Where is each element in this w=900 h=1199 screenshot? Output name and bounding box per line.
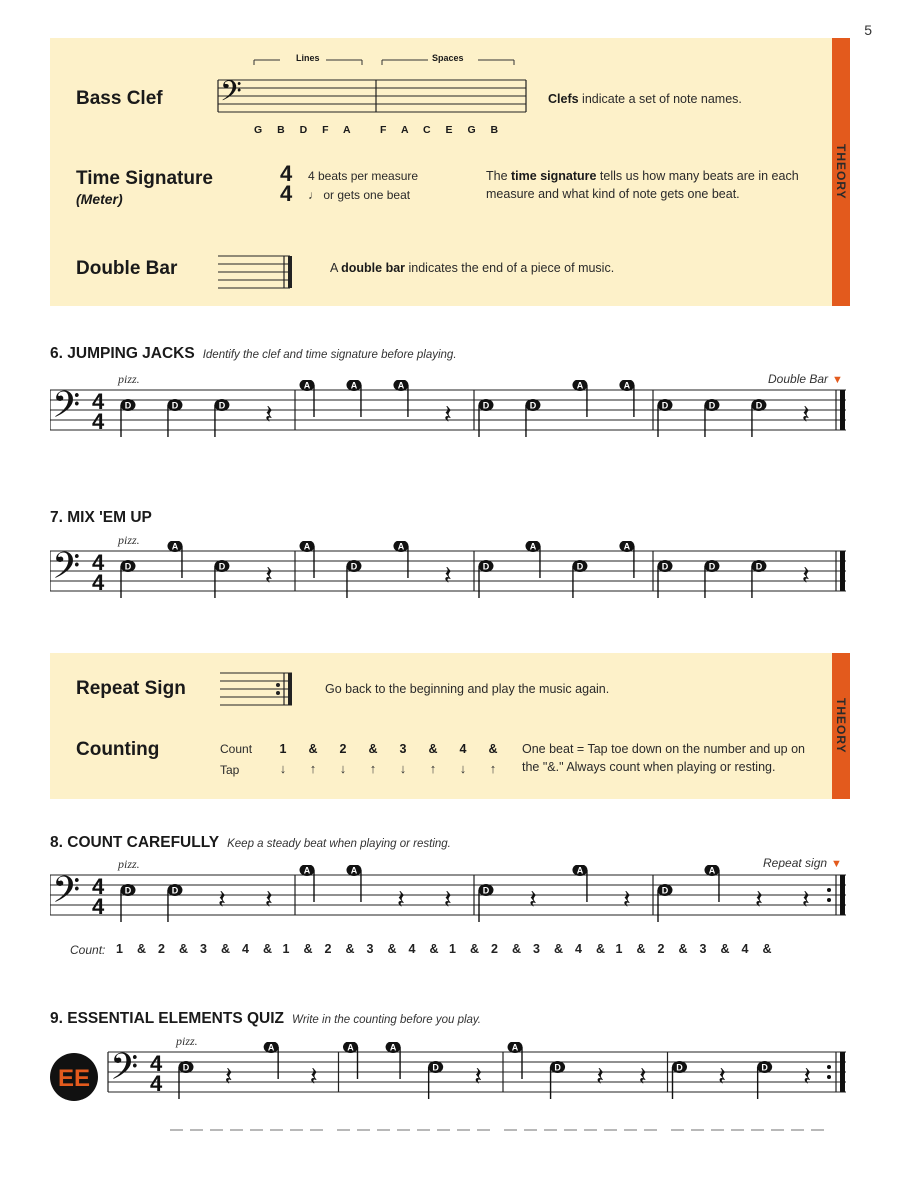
count-token: & [554, 942, 564, 956]
svg-text:D: D [124, 561, 132, 572]
note-d [479, 399, 494, 437]
count-token: 1 [449, 942, 456, 956]
time-signature-bottom: 4 [150, 1071, 163, 1096]
svg-text:D: D [576, 561, 584, 572]
note-d [121, 399, 136, 437]
quarter-rest: 𝄽 [638, 1062, 647, 1092]
count-token: 4 [575, 942, 582, 956]
quarter-rest: 𝄽 [443, 885, 452, 915]
note-d [658, 884, 673, 922]
quarter-rest: 𝄽 [443, 400, 452, 430]
count-token: & [762, 942, 772, 956]
count-token: & [512, 942, 522, 956]
note-a [508, 1042, 523, 1079]
note-a [346, 380, 361, 417]
note-a [572, 865, 587, 902]
exercise-6-staff [50, 380, 850, 470]
svg-text:A: A [347, 1042, 354, 1053]
count-token: 2 [158, 942, 165, 956]
time-signature-subheading: (Meter) [76, 191, 123, 207]
svg-text:A: A [350, 865, 358, 876]
note-a [619, 541, 634, 578]
note-d [167, 399, 182, 437]
svg-text:A: A [576, 865, 584, 876]
count-token: 1 [615, 942, 623, 956]
note-a [300, 865, 315, 902]
time-signature-beats-text: 4 beats per measure [308, 169, 419, 183]
svg-text:𝄢: 𝄢 [220, 75, 242, 115]
note-d [672, 1061, 687, 1099]
count-token: & [137, 942, 147, 956]
svg-text:D: D [554, 1062, 561, 1073]
quarter-rest: 𝄽 [803, 1062, 812, 1092]
svg-text:D: D [218, 400, 226, 411]
time-signature-bottom: 4 [92, 570, 105, 595]
exercise-6-title: 6. JUMPING JACKS Identify the clef and time signature before playing. [50, 345, 457, 362]
note-d [525, 399, 540, 437]
note-a [346, 865, 361, 902]
count-token: & [179, 942, 189, 956]
exercise-9-pizz: pizz. [176, 1034, 198, 1048]
count-token: & [470, 942, 480, 956]
exercise-6-pizz: pizz. [118, 372, 140, 386]
time-signature-top: 4 [150, 1051, 163, 1076]
count-cell: & [368, 742, 378, 756]
note-d [167, 884, 182, 922]
svg-text:A: A [303, 541, 311, 552]
count-token: & [221, 942, 231, 956]
note-d [550, 1061, 565, 1099]
note-a [343, 1042, 358, 1079]
bass-clef-spaces-label: Spaces [432, 53, 464, 63]
svg-text:D: D [708, 561, 716, 572]
svg-text:D: D [482, 400, 490, 411]
orange-arrow-icon: ▼ [832, 374, 843, 386]
note-a [300, 380, 315, 417]
quarter-rest: 𝄽 [754, 885, 763, 915]
svg-text:D: D [482, 885, 490, 896]
tap-down-arrow-icon: ↓ [399, 761, 407, 776]
note-d [704, 560, 719, 598]
exercise-7-staff [50, 541, 850, 631]
final-bar [840, 875, 845, 915]
svg-text:D: D [755, 561, 763, 572]
exercise-9-answer-blanks [170, 1126, 840, 1134]
note-a [386, 1042, 401, 1079]
note-d [658, 399, 673, 437]
svg-text:A: A [529, 541, 537, 552]
note-a [393, 380, 408, 417]
count-cell: & [488, 742, 498, 756]
svg-text:D: D [182, 1062, 190, 1073]
time-signature-top: 4 [92, 550, 105, 575]
counting-description: One beat = Tap toe down on the number and up on the "&." Always count when playing or resting. [522, 742, 805, 774]
count-token: 1 [282, 942, 290, 956]
note-a [300, 541, 315, 578]
count-token: 2 [657, 942, 665, 956]
exercise-6-double-bar-annotation: Double Bar ▼ [768, 372, 843, 386]
count-label: Count [220, 742, 253, 756]
svg-text:D: D [661, 885, 669, 896]
count-cell: 3 [399, 742, 407, 756]
bass-clef-line-note-names: G B D F A [254, 124, 353, 136]
note-d [479, 560, 494, 598]
page-number: 5 [864, 22, 872, 38]
exercise-8-count-label: Count: [70, 943, 106, 957]
svg-text:A: A [389, 1042, 397, 1053]
count-token: 2 [324, 942, 332, 956]
svg-text:A: A [350, 380, 358, 391]
count-token: 4 [741, 942, 749, 956]
tap-down-arrow-icon: ↓ [459, 761, 467, 776]
exercise-7-pizz: pizz. [118, 533, 140, 547]
count-cell: & [428, 742, 438, 756]
svg-text:A: A [576, 380, 584, 391]
note-d [179, 1061, 194, 1099]
quarter-rest: 𝄽 [528, 885, 537, 915]
count-token: 4 [408, 942, 416, 956]
count-token: & [596, 942, 606, 956]
note-a [704, 865, 719, 902]
bass-clef-icon: 𝄢 [52, 869, 81, 920]
svg-text:D: D [124, 885, 132, 896]
bass-clef-lines-label: Lines [296, 53, 320, 63]
tap-down-arrow-icon: ↓ [279, 761, 287, 776]
repeat-sign-diagram [220, 671, 300, 707]
svg-text:A: A [303, 865, 311, 876]
svg-text:A: A [397, 380, 405, 391]
count-cell: 4 [459, 742, 467, 756]
counting-heading: Counting [76, 739, 160, 760]
double-bar-heading: Double Bar [76, 258, 178, 279]
note-d [346, 560, 361, 598]
svg-text:A: A [171, 541, 179, 552]
count-token: 3 [200, 942, 207, 956]
double-bar-diagram [218, 254, 298, 290]
count-token: 3 [533, 942, 540, 956]
quarter-rest: 𝄽 [264, 400, 273, 430]
note-d [572, 560, 587, 598]
exercise-8-staff [50, 865, 850, 945]
svg-text:D: D [350, 561, 358, 572]
svg-text:A: A [303, 380, 311, 391]
exercise-8-repeat-sign-annotation: Repeat sign ▼ [763, 856, 842, 870]
note-d [214, 399, 229, 437]
svg-text:D: D [661, 400, 669, 411]
quarter-rest: 𝄽 [264, 885, 273, 915]
count-token: & [387, 942, 397, 956]
note-d [479, 884, 494, 922]
note-d [121, 884, 136, 922]
quarter-rest: 𝄽 [396, 885, 405, 915]
orange-arrow-icon: ▼ [831, 858, 842, 870]
svg-text:A: A [708, 865, 716, 876]
note-d [704, 399, 719, 437]
exercise-8-title: 8. COUNT CAREFULLY Keep a steady beat when playing or resting. [50, 834, 451, 851]
tap-up-arrow-icon: ↑ [369, 761, 377, 776]
svg-text:D: D [676, 1062, 683, 1073]
time-signature-bottom-number: 4 [280, 181, 293, 206]
note-d [121, 560, 136, 598]
theory-strip: THEORY [832, 38, 850, 306]
svg-text:D: D [755, 400, 763, 411]
bass-clef-icon: 𝄢 [110, 1046, 139, 1097]
quarter-rest: 𝄽 [801, 561, 810, 591]
svg-text:D: D [529, 400, 537, 411]
note-d [428, 1061, 443, 1099]
tap-down-arrow-icon: ↓ [339, 761, 347, 776]
svg-text:D: D [171, 400, 179, 411]
svg-text:EE: EE [58, 1065, 91, 1090]
note-a [572, 380, 587, 417]
svg-text:D: D [761, 1062, 768, 1073]
svg-text:A: A [397, 541, 405, 552]
bass-clef-icon: 𝄢 [52, 545, 81, 596]
quarter-rest: 𝄽 [443, 561, 452, 591]
quarter-rest: 𝄽 [309, 1062, 318, 1092]
count-token: 2 [491, 942, 498, 956]
exercise-9-staff [50, 1042, 850, 1132]
tap-up-arrow-icon: ↑ [489, 761, 497, 776]
note-a [525, 541, 540, 578]
count-token: 3 [366, 942, 374, 956]
quarter-rest: 𝄽 [622, 885, 631, 915]
svg-text:A: A [267, 1042, 275, 1053]
final-bar [840, 551, 845, 591]
count-token: 4 [242, 942, 249, 956]
bass-clef-space-note-names: F A C E G B [380, 124, 501, 136]
bass-clef-icon: 𝄢 [52, 384, 81, 435]
quarter-rest: 𝄽 [217, 885, 226, 915]
final-bar [840, 390, 845, 430]
note-a [393, 541, 408, 578]
time-signature-description: The time signature tells us how many beats are in each measure and what kind of note gets one beat. [486, 169, 799, 201]
bass-clef-description: Clefs indicate a set of note names. [548, 92, 742, 106]
note-d [751, 399, 766, 437]
svg-text:D: D [708, 400, 716, 411]
quarter-note-icon: ♩ [308, 188, 320, 202]
time-signature-bottom: 4 [92, 409, 105, 434]
count-token: & [263, 942, 273, 956]
time-signature-top-number: 4 [280, 161, 293, 186]
count-cell: 2 [339, 742, 347, 756]
count-token: & [720, 942, 730, 956]
time-signature-top: 4 [92, 389, 105, 414]
final-bar [840, 1052, 845, 1092]
svg-text:D: D [171, 885, 179, 896]
tap-label: Tap [220, 763, 240, 777]
count-token: 3 [699, 942, 707, 956]
svg-text:A: A [623, 380, 631, 391]
svg-text:D: D [482, 561, 490, 572]
svg-text:D: D [661, 561, 669, 572]
time-signature-bottom: 4 [92, 894, 105, 919]
count-cell: & [308, 742, 318, 756]
time-signature-beat-unit-text: ♩ or gets one beat [308, 188, 411, 202]
quarter-rest: 𝄽 [596, 1062, 605, 1092]
quarter-rest: 𝄽 [718, 1062, 727, 1092]
time-signature-heading: Time Signature [76, 168, 213, 189]
tap-up-arrow-icon: ↑ [309, 761, 317, 776]
quarter-rest: 𝄽 [801, 885, 810, 915]
exercise-9-title: 9. ESSENTIAL ELEMENTS QUIZ Write in the counting before you play. [50, 1010, 482, 1027]
repeat-sign-description: Go back to the beginning and play the music again. [325, 682, 610, 696]
exercise-8-pizz: pizz. [118, 857, 140, 871]
count-cell: 1 [279, 742, 287, 756]
svg-text:D: D [218, 561, 226, 572]
repeat-sign-heading: Repeat Sign [76, 678, 186, 699]
note-a [264, 1042, 279, 1079]
note-d [214, 560, 229, 598]
quarter-rest: 𝄽 [801, 400, 810, 430]
note-d [658, 560, 673, 598]
svg-text:A: A [511, 1042, 519, 1053]
svg-text:D: D [432, 1062, 439, 1073]
quarter-rest: 𝄽 [474, 1062, 483, 1092]
count-token: & [678, 942, 688, 956]
exercise-7-title: 7. MIX 'EM UP [50, 509, 152, 526]
count-token: 1 [116, 942, 123, 956]
time-signature-top: 4 [92, 874, 105, 899]
tap-up-arrow-icon: ↑ [429, 761, 437, 776]
count-token: & [636, 942, 646, 956]
theory-box-repeat-counting [50, 653, 850, 799]
note-d [751, 560, 766, 598]
count-token: & [429, 942, 439, 956]
note-d [757, 1061, 772, 1099]
note-a [167, 541, 182, 578]
double-bar-description: A double bar indicates the end of a piece of music. [330, 261, 615, 275]
svg-text:A: A [623, 541, 631, 552]
svg-text:D: D [124, 400, 132, 411]
count-token: & [303, 942, 313, 956]
quarter-rest: 𝄽 [264, 561, 273, 591]
count-token: & [345, 942, 355, 956]
theory-box-clef-time-bar [50, 38, 850, 306]
quarter-rest: 𝄽 [224, 1062, 233, 1092]
bass-clef-heading: Bass Clef [76, 88, 163, 109]
theory-strip: THEORY [832, 653, 850, 799]
note-a [619, 380, 634, 417]
